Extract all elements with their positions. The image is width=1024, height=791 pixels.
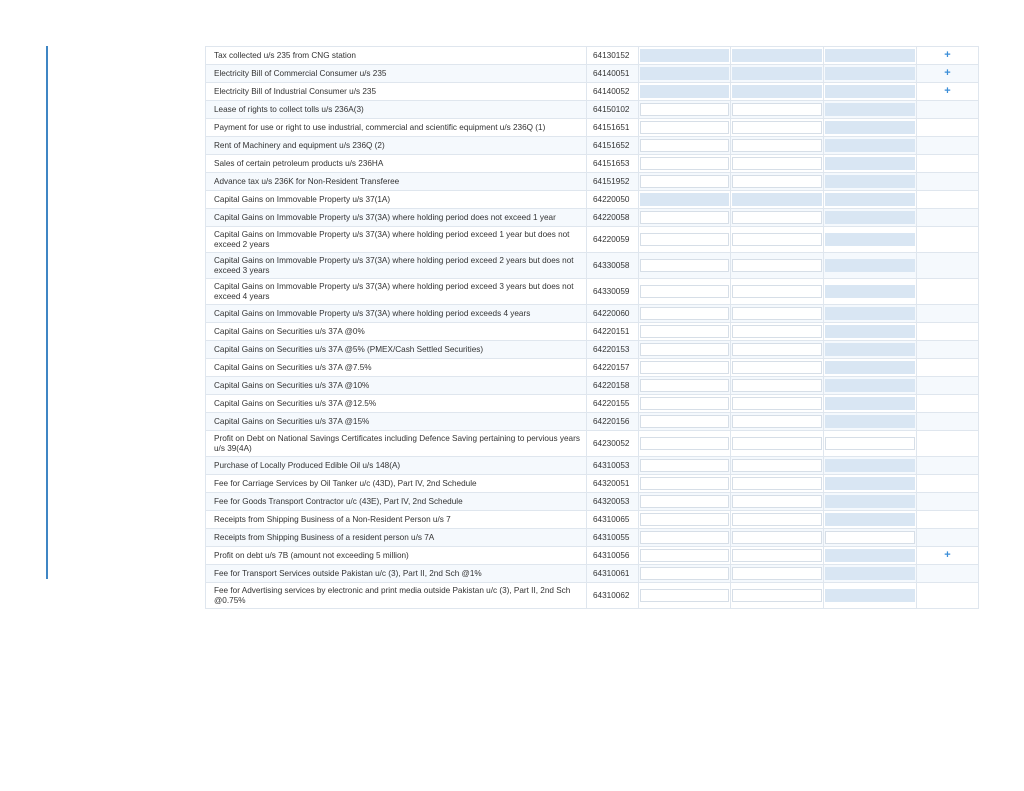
row-code: 64220158	[587, 377, 639, 395]
disabled-amount-field	[640, 49, 729, 62]
amount-cell	[731, 395, 824, 413]
disabled-amount-field	[732, 67, 822, 80]
amount-cell	[824, 395, 917, 413]
disabled-amount-field	[825, 233, 915, 246]
row-description: Capital Gains on Immovable Property u/s 37(3A) where holding period exceeds 4 years	[206, 305, 587, 323]
amount-cell	[639, 511, 731, 529]
amount-cell	[731, 475, 824, 493]
amount-cell	[731, 511, 824, 529]
amount-cell	[639, 395, 731, 413]
row-description: Capital Gains on Securities u/s 37A @10%	[206, 377, 587, 395]
amount-input[interactable]	[732, 121, 822, 134]
table-row	[206, 155, 979, 173]
amount-cell	[731, 547, 824, 565]
amount-input[interactable]	[640, 459, 729, 472]
amount-cell	[824, 413, 917, 431]
amount-input[interactable]	[732, 549, 822, 562]
row-action	[917, 457, 979, 475]
row-action	[917, 493, 979, 511]
row-code: 64151952	[587, 173, 639, 191]
amount-input[interactable]	[732, 437, 822, 450]
amount-cell	[639, 583, 731, 609]
row-description: Fee for Advertising services by electronic and print media outside Pakistan u/c (3), Part II, 2nd Sch @0.75%	[206, 583, 587, 609]
row-description: Capital Gains on Immovable Property u/s 37(3A) where holding period exceed 2 years but does not exceed 3 years	[206, 253, 587, 279]
amount-input[interactable]	[732, 567, 822, 580]
row-description: Capital Gains on Immovable Property u/s 37(3A) where holding period does not exceed 1 year	[206, 209, 587, 227]
amount-input[interactable]	[640, 233, 729, 246]
disabled-amount-field	[825, 211, 915, 224]
row-description: Electricity Bill of Industrial Consumer u/s 235	[206, 83, 587, 101]
row-code: 64220151	[587, 323, 639, 341]
disabled-amount-field	[825, 139, 915, 152]
disabled-amount-field	[825, 49, 915, 62]
row-description: Rent of Machinery and equipment u/s 236Q (2)	[206, 137, 587, 155]
row-action	[917, 377, 979, 395]
amount-input[interactable]	[732, 361, 822, 374]
row-action	[917, 65, 979, 83]
amount-cell	[639, 431, 731, 457]
amount-input[interactable]	[640, 343, 729, 356]
amount-cell	[639, 83, 731, 101]
amount-input[interactable]	[732, 259, 822, 272]
amount-input[interactable]	[640, 139, 729, 152]
amount-cell	[639, 457, 731, 475]
disabled-amount-field	[732, 49, 822, 62]
row-code: 64140052	[587, 83, 639, 101]
disabled-amount-field	[825, 379, 915, 392]
row-action	[917, 191, 979, 209]
row-action	[917, 511, 979, 529]
amount-input[interactable]	[732, 103, 822, 116]
table-row	[206, 101, 979, 119]
amount-input[interactable]	[732, 397, 822, 410]
amount-input[interactable]	[732, 285, 822, 298]
amount-cell	[731, 253, 824, 279]
table-row	[206, 457, 979, 475]
row-code: 64310056	[587, 547, 639, 565]
amount-cell	[639, 323, 731, 341]
disabled-amount-field	[825, 361, 915, 374]
row-action	[917, 583, 979, 609]
amount-cell	[639, 119, 731, 137]
amount-input[interactable]	[732, 233, 822, 246]
disabled-amount-field	[825, 103, 915, 116]
amount-cell	[824, 101, 917, 119]
amount-input[interactable]	[640, 379, 729, 392]
row-action	[917, 253, 979, 279]
amount-cell	[824, 529, 917, 547]
amount-cell	[824, 155, 917, 173]
amount-cell	[731, 457, 824, 475]
amount-cell	[639, 191, 731, 209]
amount-cell	[731, 305, 824, 323]
row-code: 64220060	[587, 305, 639, 323]
amount-cell	[639, 101, 731, 119]
row-description: Capital Gains on Securities u/s 37A @5% (PMEX/Cash Settled Securities)	[206, 341, 587, 359]
amount-cell	[639, 137, 731, 155]
disabled-amount-field	[825, 567, 915, 580]
disabled-amount-field	[825, 175, 915, 188]
amount-cell	[824, 547, 917, 565]
amount-cell	[824, 137, 917, 155]
disabled-amount-field	[825, 495, 915, 508]
amount-input[interactable]	[640, 211, 729, 224]
row-action	[917, 413, 979, 431]
row-action	[917, 101, 979, 119]
row-code: 64130152	[587, 47, 639, 65]
disabled-amount-field	[825, 67, 915, 80]
row-description: Purchase of Locally Produced Edible Oil u/s 148(A)	[206, 457, 587, 475]
amount-cell	[639, 493, 731, 511]
amount-cell	[639, 359, 731, 377]
disabled-amount-field	[825, 415, 915, 428]
amount-cell	[731, 341, 824, 359]
table-row	[206, 173, 979, 191]
disabled-amount-field	[640, 67, 729, 80]
row-action	[917, 359, 979, 377]
amount-input[interactable]	[732, 325, 822, 338]
amount-cell	[824, 65, 917, 83]
amount-input[interactable]	[640, 437, 729, 450]
amount-cell	[824, 457, 917, 475]
row-action	[917, 323, 979, 341]
disabled-amount-field	[732, 193, 822, 206]
amount-cell	[639, 253, 731, 279]
amount-cell	[639, 547, 731, 565]
table-row	[206, 279, 979, 305]
amount-cell	[639, 475, 731, 493]
row-code: 64150102	[587, 101, 639, 119]
table-row	[206, 227, 979, 253]
row-description: Receipts from Shipping Business of a resident person u/s 7A	[206, 529, 587, 547]
amount-cell	[731, 119, 824, 137]
row-code: 64151653	[587, 155, 639, 173]
amount-input[interactable]	[640, 513, 729, 526]
amount-cell	[731, 359, 824, 377]
disabled-amount-field	[825, 325, 915, 338]
row-description: Capital Gains on Securities u/s 37A @7.5%	[206, 359, 587, 377]
row-code: 64220153	[587, 341, 639, 359]
row-action	[917, 279, 979, 305]
table-row	[206, 431, 979, 457]
row-action	[917, 305, 979, 323]
amount-cell	[731, 279, 824, 305]
row-description: Tax collected u/s 235 from CNG station	[206, 47, 587, 65]
table-row	[206, 305, 979, 323]
row-code: 64320051	[587, 475, 639, 493]
disabled-amount-field	[825, 193, 915, 206]
row-code: 64220058	[587, 209, 639, 227]
disabled-amount-field	[825, 397, 915, 410]
disabled-amount-field	[825, 343, 915, 356]
table-row	[206, 65, 979, 83]
table-row	[206, 47, 979, 65]
row-description: Profit on Debt on National Savings Certificates including Defence Saving pertaining to pervious years u/s 39(4A)	[206, 431, 587, 457]
amount-input[interactable]	[732, 157, 822, 170]
amount-input[interactable]	[640, 157, 729, 170]
disabled-amount-field	[825, 589, 915, 602]
row-action	[917, 529, 979, 547]
row-action	[917, 173, 979, 191]
amount-cell	[824, 431, 917, 457]
amount-input[interactable]	[640, 325, 729, 338]
amount-cell	[731, 565, 824, 583]
row-action	[917, 547, 979, 565]
amount-input[interactable]	[825, 531, 915, 544]
amount-input[interactable]	[640, 259, 729, 272]
row-action	[917, 47, 979, 65]
amount-cell	[731, 529, 824, 547]
amount-input[interactable]	[640, 531, 729, 544]
row-action	[917, 341, 979, 359]
row-description: Advance tax u/s 236K for Non-Resident Transferee	[206, 173, 587, 191]
row-description: Capital Gains on Immovable Property u/s 37(1A)	[206, 191, 587, 209]
table-row	[206, 191, 979, 209]
row-description: Lease of rights to collect tolls u/s 236A(3)	[206, 101, 587, 119]
table-row	[206, 565, 979, 583]
amount-cell	[824, 511, 917, 529]
amount-input[interactable]	[640, 567, 729, 580]
row-description: Fee for Goods Transport Contractor u/c (43E), Part IV, 2nd Schedule	[206, 493, 587, 511]
amount-input[interactable]	[732, 459, 822, 472]
disabled-amount-field	[825, 549, 915, 562]
row-action	[917, 565, 979, 583]
amount-cell	[731, 65, 824, 83]
amount-input[interactable]	[640, 589, 729, 602]
amount-input[interactable]	[732, 589, 822, 602]
disabled-amount-field	[825, 85, 915, 98]
amount-input[interactable]	[640, 495, 729, 508]
amount-cell	[824, 493, 917, 511]
amount-cell	[824, 119, 917, 137]
table-row	[206, 511, 979, 529]
add-row-plus-icon[interactable]: +	[944, 67, 951, 79]
amount-input[interactable]	[732, 379, 822, 392]
row-action	[917, 395, 979, 413]
amount-cell	[731, 583, 824, 609]
amount-cell	[639, 413, 731, 431]
amount-input[interactable]	[732, 307, 822, 320]
amount-input[interactable]	[825, 437, 915, 450]
tax-codes-table	[205, 46, 979, 609]
amount-input[interactable]	[640, 397, 729, 410]
row-code: 64310061	[587, 565, 639, 583]
row-code: 64310062	[587, 583, 639, 609]
amount-input[interactable]	[732, 343, 822, 356]
row-code: 64310055	[587, 529, 639, 547]
amount-cell	[731, 413, 824, 431]
disabled-amount-field	[640, 193, 729, 206]
table-body	[206, 47, 979, 609]
amount-cell	[731, 173, 824, 191]
row-action	[917, 431, 979, 457]
disabled-amount-field	[825, 513, 915, 526]
table-row	[206, 83, 979, 101]
amount-cell	[639, 565, 731, 583]
amount-input[interactable]	[640, 477, 729, 490]
amount-cell	[639, 155, 731, 173]
amount-cell	[639, 377, 731, 395]
row-action	[917, 475, 979, 493]
amount-cell	[731, 377, 824, 395]
row-description: Fee for Transport Services outside Pakistan u/c (3), Part II, 2nd Sch @1%	[206, 565, 587, 583]
amount-cell	[639, 173, 731, 191]
row-code: 64220157	[587, 359, 639, 377]
amount-input[interactable]	[640, 103, 729, 116]
amount-input[interactable]	[732, 211, 822, 224]
amount-cell	[731, 209, 824, 227]
row-description: Capital Gains on Securities u/s 37A @0%	[206, 323, 587, 341]
amount-input[interactable]	[640, 285, 729, 298]
table-row	[206, 395, 979, 413]
amount-cell	[824, 341, 917, 359]
amount-cell	[824, 377, 917, 395]
table-row	[206, 547, 979, 565]
amount-cell	[824, 227, 917, 253]
row-description: Capital Gains on Immovable Property u/s 37(3A) where holding period exceed 1 year but does not exceed 2 years	[206, 227, 587, 253]
amount-cell	[824, 173, 917, 191]
table-row	[206, 323, 979, 341]
row-code: 64320053	[587, 493, 639, 511]
amount-cell	[731, 191, 824, 209]
add-row-plus-icon[interactable]: +	[944, 549, 951, 561]
table-row	[206, 253, 979, 279]
row-code: 64220155	[587, 395, 639, 413]
add-row-plus-icon[interactable]: +	[944, 49, 951, 61]
row-description: Capital Gains on Immovable Property u/s 37(3A) where holding period exceed 3 years but does not exceed 4 years	[206, 279, 587, 305]
row-code: 64220156	[587, 413, 639, 431]
amount-cell	[731, 83, 824, 101]
amount-cell	[824, 583, 917, 609]
row-description: Fee for Carriage Services by Oil Tanker u/c (43D), Part IV, 2nd Schedule	[206, 475, 587, 493]
amount-cell	[824, 305, 917, 323]
disabled-amount-field	[825, 121, 915, 134]
amount-input[interactable]	[640, 175, 729, 188]
table-row	[206, 377, 979, 395]
row-description: Capital Gains on Securities u/s 37A @12.5%	[206, 395, 587, 413]
amount-cell	[639, 341, 731, 359]
row-code: 64330059	[587, 279, 639, 305]
row-description: Electricity Bill of Commercial Consumer u/s 235	[206, 65, 587, 83]
amount-cell	[731, 137, 824, 155]
table-row	[206, 359, 979, 377]
row-action	[917, 83, 979, 101]
disabled-amount-field	[825, 459, 915, 472]
amount-cell	[824, 253, 917, 279]
amount-cell	[639, 529, 731, 547]
amount-cell	[731, 227, 824, 253]
disabled-amount-field	[825, 477, 915, 490]
amount-cell	[639, 279, 731, 305]
amount-cell	[824, 279, 917, 305]
table-row	[206, 529, 979, 547]
disabled-amount-field	[825, 307, 915, 320]
amount-cell	[824, 475, 917, 493]
amount-cell	[639, 227, 731, 253]
amount-input[interactable]	[732, 531, 822, 544]
amount-cell	[824, 565, 917, 583]
amount-cell	[639, 65, 731, 83]
amount-input[interactable]	[640, 361, 729, 374]
row-code: 64220059	[587, 227, 639, 253]
amount-input[interactable]	[732, 139, 822, 152]
amount-input[interactable]	[732, 513, 822, 526]
amount-input[interactable]	[640, 549, 729, 562]
row-description: Payment for use or right to use industrial, commercial and scientific equipment u/s 236Q (1)	[206, 119, 587, 137]
amount-input[interactable]	[640, 121, 729, 134]
amount-input[interactable]	[732, 415, 822, 428]
table-row	[206, 493, 979, 511]
row-action	[917, 227, 979, 253]
amount-input[interactable]	[640, 415, 729, 428]
amount-cell	[731, 493, 824, 511]
amount-cell	[731, 431, 824, 457]
left-border-rule	[46, 46, 48, 579]
row-code: 64310065	[587, 511, 639, 529]
amount-input[interactable]	[732, 175, 822, 188]
amount-cell	[731, 323, 824, 341]
row-action	[917, 119, 979, 137]
table-row	[206, 413, 979, 431]
row-action	[917, 209, 979, 227]
row-description: Receipts from Shipping Business of a Non-Resident Person u/s 7	[206, 511, 587, 529]
amount-cell	[639, 305, 731, 323]
row-code: 64310053	[587, 457, 639, 475]
table-row	[206, 341, 979, 359]
amount-cell	[824, 83, 917, 101]
amount-cell	[731, 155, 824, 173]
row-code: 64140051	[587, 65, 639, 83]
row-description: Sales of certain petroleum products u/s 236HA	[206, 155, 587, 173]
amount-cell	[824, 209, 917, 227]
disabled-amount-field	[640, 85, 729, 98]
amount-cell	[824, 323, 917, 341]
table-row	[206, 209, 979, 227]
table-row	[206, 475, 979, 493]
disabled-amount-field	[732, 85, 822, 98]
disabled-amount-field	[825, 157, 915, 170]
row-description: Capital Gains on Securities u/s 37A @15%	[206, 413, 587, 431]
table-row	[206, 119, 979, 137]
table-row	[206, 137, 979, 155]
amount-input[interactable]	[732, 477, 822, 490]
amount-cell	[639, 47, 731, 65]
row-action	[917, 137, 979, 155]
disabled-amount-field	[825, 259, 915, 272]
row-description: Profit on debt u/s 7B (amount not exceeding 5 million)	[206, 547, 587, 565]
row-code: 64151652	[587, 137, 639, 155]
amount-cell	[639, 209, 731, 227]
amount-cell	[824, 47, 917, 65]
row-code: 64151651	[587, 119, 639, 137]
table-row	[206, 583, 979, 609]
amount-cell	[824, 191, 917, 209]
amount-input[interactable]	[732, 495, 822, 508]
amount-cell	[731, 47, 824, 65]
add-row-plus-icon[interactable]: +	[944, 85, 951, 97]
amount-cell	[824, 359, 917, 377]
disabled-amount-field	[825, 285, 915, 298]
amount-input[interactable]	[640, 307, 729, 320]
row-code: 64330058	[587, 253, 639, 279]
row-action	[917, 155, 979, 173]
row-code: 64220050	[587, 191, 639, 209]
amount-cell	[731, 101, 824, 119]
row-code: 64230052	[587, 431, 639, 457]
